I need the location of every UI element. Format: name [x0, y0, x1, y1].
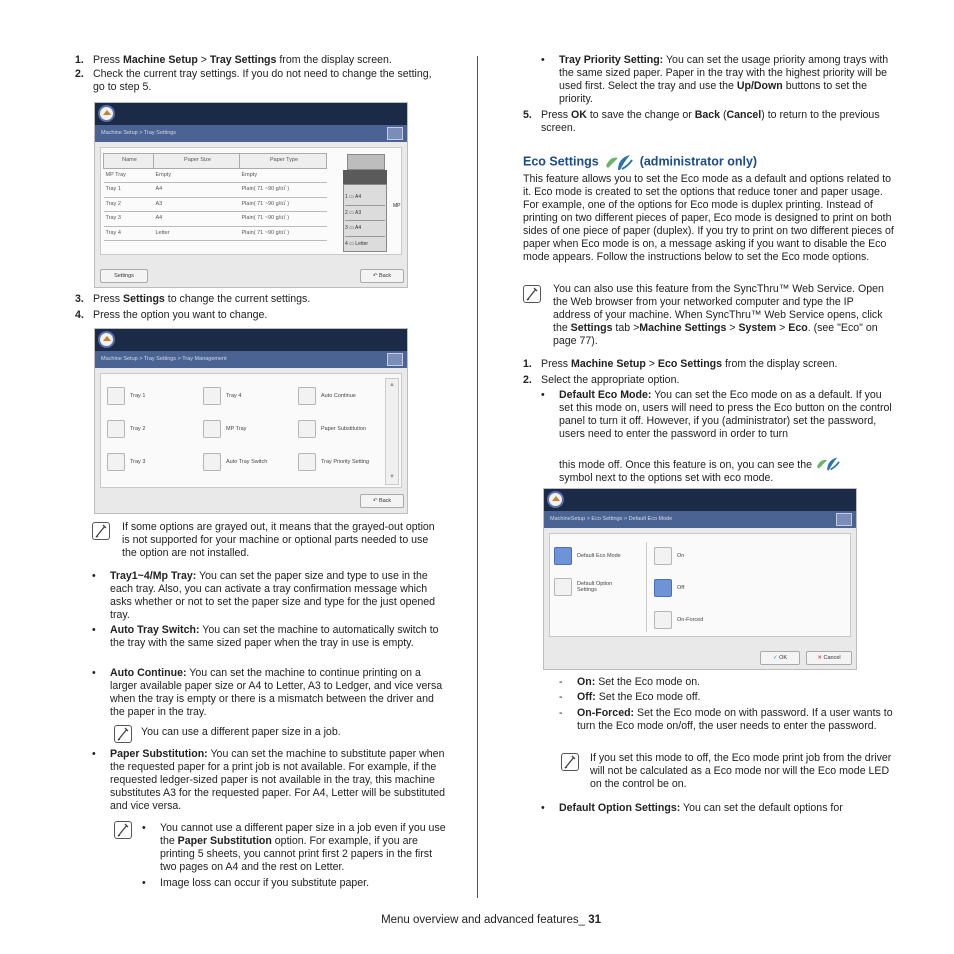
option-auto-continue[interactable]: Auto Continue: [298, 386, 356, 406]
cancel-button[interactable]: ✕ Cancel: [806, 651, 852, 665]
option-off-desc: - Off: Set the Eco mode off.: [559, 691, 701, 703]
bullet-tray-settings: • Tray1~4/Mp Tray: You can set the paper size and type to use in the each tray. Also, you can activate a tray confirmation message which asks whether or not to set the paper size and type for the just opened tray.: [92, 570, 436, 621]
table-row: MP Tray Empty Empty: [104, 168, 327, 183]
note-bullet: • You cannot use a different paper size in a job even if you use the Paper Substitution option. For example, if you are printing 5 sheets, you cannot print first 2 papers in the first two pages on A4 and the rest on Letter.: [142, 822, 446, 873]
step-4: 4. Press the option you want to change.: [75, 309, 268, 321]
default-eco-mode-screenshot: [543, 488, 857, 670]
step-1: 1. Press Machine Setup > Tray Settings from the display screen.: [75, 54, 392, 66]
option-tray-3[interactable]: Tray 3: [107, 452, 145, 472]
note-text: You can use a different paper size in a job.: [141, 726, 341, 738]
option-tray-2[interactable]: Tray 2: [107, 419, 145, 439]
ok-button[interactable]: ✓ OK: [760, 651, 800, 665]
option-mp-tray[interactable]: MP Tray: [203, 419, 246, 439]
option-on[interactable]: On: [654, 546, 684, 566]
bullet-paper-substitution: • Paper Substitution: You can set the machine to substitute paper when the requested paper for a print job is not available. For example, if the requested ledger-sized paper is not available in the tray, this machine substitutes A3 for the requested paper. For A4, Letter will be substituted and vice versa.: [92, 748, 446, 812]
step-2: 2. Check the current tray settings. If you do not need to change the setting, go to step 5.: [75, 68, 432, 93]
bullet-default-option-settings: • Default Option Settings: You can set the default options for: [541, 802, 843, 814]
home-icon: [547, 491, 564, 508]
bullet-tray-priority: • Tray Priority Setting: You can set the usage priority among trays with the same sized paper. Paper in the tray with the highest priority will be used first. Select the tray and use the Up/Down buttons to set the priority.: [541, 54, 889, 105]
home-icon: [98, 105, 115, 122]
note-text: If you set this mode to off, the Eco mode print job from the driver will not be calculated as a Eco mode nor will the Eco mode LED on the control be on.: [590, 752, 892, 790]
table-row: Tray 4 Letter Plain( 71 ~90 g/㎡ ): [104, 226, 327, 241]
option-on-desc: - On: Set the Eco mode on.: [559, 676, 701, 688]
breadcrumb: Machine Setup > Tray Settings > Tray Management: [101, 356, 227, 362]
note-icon: [561, 753, 579, 771]
note-text: You can also use this feature from the SyncThru™ Web Service. Open the Web browser from your networked computer and type the IP address of your machine. When SyncThru™ Web Service opens, click the Settings tab >Machine Settings > System > Eco. (see "Eco" on page 77).: [553, 283, 884, 347]
note-icon: [114, 725, 132, 743]
scroll-down-icon: ▼: [389, 474, 395, 480]
eco-step-1: 1. Press Machine Setup > Eco Settings from the display screen.: [523, 358, 838, 370]
settings-button[interactable]: Settings: [100, 269, 148, 283]
table-row: Tray 2 A3 Plain( 71 ~90 g/㎡ ): [104, 197, 327, 212]
section-heading: Eco Settings (administrator only): [523, 152, 757, 172]
settings-icon: [836, 513, 852, 526]
scroll-up-icon: ▲: [389, 382, 395, 388]
bullet-default-eco-mode: • Default Eco Mode: You can set the Eco mode on as a default. If you set this mode on, users will need to press the Eco button on the control panel to turn it off. However, if you (administrator) set the password, users need to enter the password in order to turn: [541, 389, 892, 440]
scrollbar[interactable]: [385, 378, 399, 485]
option-paper-substitution[interactable]: Paper Substitution: [298, 419, 366, 439]
option-tray-4[interactable]: Tray 4: [203, 386, 241, 406]
home-icon: [98, 331, 115, 348]
breadcrumb: Machine Setup > Tray Settings: [101, 130, 177, 136]
eco-step-2: 2. Select the appropriate option.: [523, 374, 680, 386]
bullet-auto-continue: • Auto Continue: You can set the machine to continue printing on a larger available paper size or A4 to Letter, A3 to Ledger, and vice versa when the tray is empty or there is a mismatch between the driver and the paper in the tray.: [92, 667, 443, 718]
back-button[interactable]: ↶ Back: [360, 494, 404, 508]
step-3: 3. Press Settings to change the current settings.: [75, 293, 311, 305]
note-icon: [523, 285, 541, 303]
note-icon: [92, 522, 110, 540]
printer-illustration: 1 ▭ A4 2 ▭ A3 3 ▭ A4 4 ▭ Letter MP: [341, 154, 399, 252]
tray-table: Name Paper Size Paper Type MP Tray Empty Empty Tray 1 A4 Plain( 71 ~90 g/㎡ ) Tray 2 A3 Plain( 71 ~90 g/㎡ ) Tray 3 A4 Plain( 71 ~90 g/㎡ ) Tray 4 Letter Plain( 71 ~90 g/㎡ ): [103, 153, 327, 241]
column-divider: [477, 56, 478, 898]
tray-management-screenshot: [94, 328, 408, 514]
bullet-auto-tray-switch: • Auto Tray Switch: You can set the machine to automatically switch to the tray with the same sized paper when the tray in use is empty.: [92, 624, 439, 649]
option-default-option-settings[interactable]: Default Option Settings: [554, 578, 621, 596]
breadcrumb: MachineSetup > Eco Settings > Default Eco Mode: [550, 516, 673, 522]
page-footer: Menu overview and advanced features_ 31: [381, 914, 601, 926]
eco-icon: [604, 152, 634, 172]
option-on-forced[interactable]: On-Forced: [654, 610, 703, 630]
table-row: Tray 1 A4 Plain( 71 ~90 g/㎡ ): [104, 183, 327, 198]
eco-symbol-text: this mode off. Once this feature is on, you can see the symbol next to the options set with eco mode.: [559, 455, 899, 485]
eco-description: This feature allows you to set the Eco mode as a default and options related to it. Eco mode is created to set the options that reduce toner and paper usage. For example, one of the options for Eco mode is duplex printing. Instead of printing on two different pieces of paper, Eco mode is designed to print on both sides of one piece of paper (duplex). If you try to print on two different pieces of paper when Eco mode is on, a message asking if you want to disable the Eco mode appears. Follow the instructions below to set the Eco mode options.: [523, 173, 894, 263]
tray-settings-screenshot: [94, 102, 408, 288]
eco-icon: [815, 455, 841, 472]
option-tray-1[interactable]: Tray 1: [107, 386, 145, 406]
note-text: If some options are grayed out, it means that the grayed-out option is not supported for your machine or optional parts needed to use the option are not installed.: [122, 521, 435, 559]
settings-icon: [387, 353, 403, 366]
step-5: 5. Press OK to save the change or Back (Cancel) to return to the previous screen.: [523, 109, 880, 134]
note-icon: [114, 821, 132, 839]
option-tray-priority-setting[interactable]: Tray Priority Setting: [298, 452, 369, 472]
option-off[interactable]: Off: [654, 578, 684, 598]
note-bullet: • Image loss can occur if you substitute paper.: [142, 877, 370, 889]
option-on-forced-desc: - On-Forced: Set the Eco mode on with password. If a user wants to turn the Eco mode on/off, the user needs to enter the password.: [559, 707, 893, 732]
option-auto-tray-switch[interactable]: Auto Tray Switch: [203, 452, 267, 472]
table-row: Tray 3 A4 Plain( 71 ~90 g/㎡ ): [104, 212, 327, 227]
back-button[interactable]: ↶ Back: [360, 269, 404, 283]
settings-icon: [387, 127, 403, 140]
option-default-eco-mode[interactable]: Default Eco Mode: [554, 546, 621, 566]
